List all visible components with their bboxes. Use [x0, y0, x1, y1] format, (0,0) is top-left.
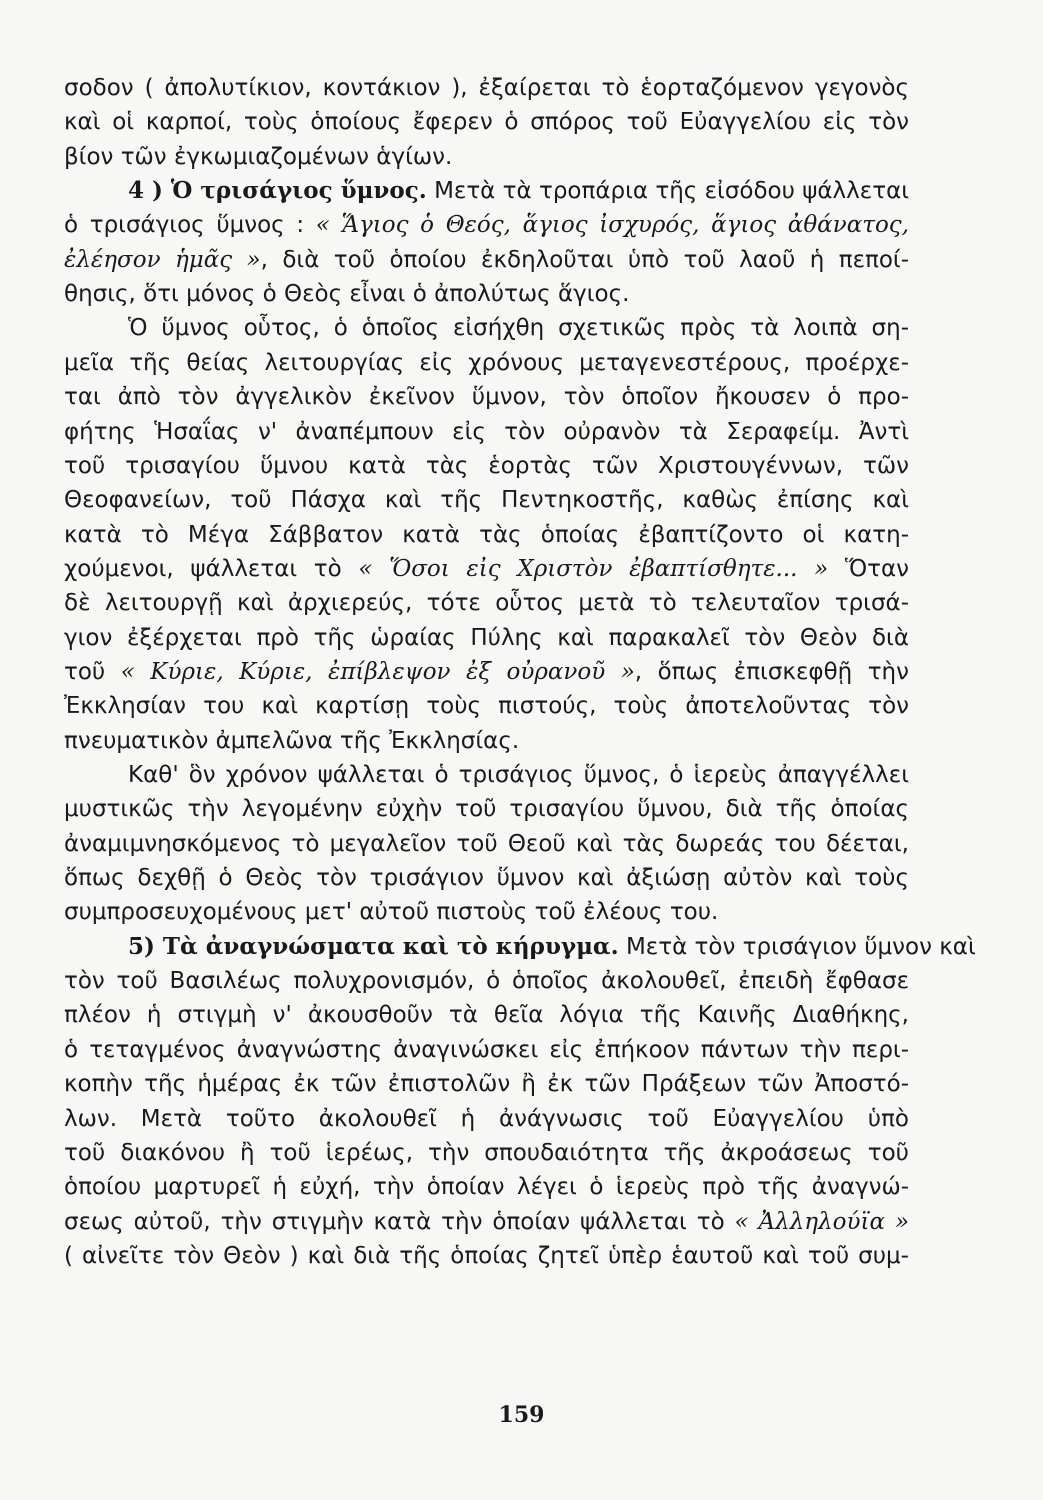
text-line [64, 243, 909, 277]
text-line [128, 311, 909, 345]
text-segment: κατὰ τὸ Μέγα Σάββατον κατὰ τὰς ὁποίας ἐβαπτίζοντο οἱ κατη- [64, 521, 909, 548]
text-segment: κοπὴν τῆς ἡμέρας ἐκ τῶν ἐπιστολῶν ἢ ἐκ τῶν Πράξεων τῶν Ἀποστό- [64, 1071, 909, 1098]
text-line [64, 1239, 909, 1273]
text-line [64, 449, 909, 483]
text-segment: ὅπως δεχθῇ ὁ Θεὸς τὸν τρισάγιον ὕμνον καὶ ἀξιώσῃ αὐτὸν καὶ τοὺς [64, 865, 909, 892]
text-segment: ἀναμιμνησκόμενος τὸ μεγαλεῖον τοῦ Θεοῦ καὶ τὰς δωρεάς του δέεται, [64, 830, 909, 857]
text-line [64, 586, 909, 620]
text-segment: μυστικῶς τὴν λεγομένην εὐχὴν τοῦ τρισαγίου ὕμνου, διὰ τῆς ὁποίας [64, 796, 909, 823]
text-segment: χούμενοι, ψάλλεται τὸ [64, 555, 359, 582]
text-line [64, 827, 909, 861]
text-segment: Καθ' ὃν χρόνον ψάλλεται ὁ τρισάγιος ὕμνος, ὁ ἱερεὺς ἀπαγγέλλει [128, 762, 909, 788]
text-segment: θησις, ὅτι μόνος ὁ Θεὸς εἶναι ὁ ἀπολύτως ἅγιος. [64, 281, 630, 308]
text-line [64, 71, 909, 105]
text-line [64, 861, 909, 895]
text-segment: γιον ἐξέρχεται πρὸ τῆς ὡραίας Πύλης καὶ παρακαλεῖ τὸν Θεὸν διὰ [64, 624, 909, 651]
quoted-hymn-text: « Ἀλληλούϊα » [734, 1208, 909, 1235]
text-line [64, 552, 909, 586]
text-segment: τοῦ τρισαγίου ὕμνου κατὰ τὰς ἑορτὰς τῶν Χριστουγέννων, τῶν [64, 452, 909, 479]
text-segment: ὁ τεταγμένος ἀναγνώστης ἀναγινώσκει εἰς ἐπήκοον πάντων τὴν περι- [64, 1036, 909, 1063]
text-line [64, 518, 909, 552]
text-segment: Μετὰ τὰ τροπάρια τῆς εἰσόδου ψάλλεται [426, 178, 910, 205]
text-line [128, 930, 976, 964]
text-line [64, 415, 909, 449]
text-segment: πνευματικὸν ἀμπελῶνα τῆς Ἐκκλησίας. [64, 727, 520, 754]
text-segment: πλέον ἡ στιγμὴ ν' ἀκουσθοῦν τὰ θεῖα λόγια τῆς Καινῆς Διαθήκης, [64, 1002, 909, 1029]
text-segment: καὶ οἱ καρποί, τοὺς ὁποίους ἔφερεν ὁ σπόρος τοῦ Εὐαγγελίου εἰς τὸν [64, 109, 909, 136]
text-segment: σεως αὐτοῦ, τὴν στιγμὴν κατὰ τὴν ὁποίαν ψάλλεται τὸ [64, 1208, 735, 1235]
quoted-hymn-text: ἐλέησον ἡμᾶς » [64, 246, 261, 273]
text-line [64, 1033, 909, 1067]
text-line [64, 998, 909, 1032]
text-line [64, 1170, 909, 1204]
text-segment: τοῦ διακόνου ἢ τοῦ ἱερέως, τὴν σπουδαιότητα τῆς ἀκροάσεως τοῦ [64, 1139, 909, 1166]
text-segment: μεῖα τῆς θείας λειτουργίας εἰς χρόνους μεταγενεστέρους, προέρχε- [64, 349, 909, 376]
text-segment: , διὰ τοῦ ὁποίου ἐκδηλοῦται ὑπὸ τοῦ λαοῦ ἡ πεποί- [260, 246, 909, 273]
text-line [64, 1102, 909, 1136]
text-segment: ὁ τρισάγιος ὕμνος : [64, 212, 316, 239]
quoted-hymn-text: « Κύριε, Κύριε, ἐπίβλεψον ἐξ οὐρανοῦ » [120, 658, 635, 685]
text-line [64, 277, 909, 311]
text-line [64, 346, 909, 380]
text-line [64, 1205, 909, 1239]
text-line [128, 758, 909, 792]
text-line [64, 208, 909, 242]
section-heading: 5) Τὰ ἀναγνώσματα καὶ τὸ κήρυγμα. [128, 932, 619, 960]
text-line [64, 792, 909, 826]
text-segment: βίον τῶν ἐγκωμιαζομένων ἁγίων. [64, 143, 453, 170]
text-line [64, 140, 909, 174]
text-line [64, 621, 909, 655]
text-segment: Θεοφανείων, τοῦ Πάσχα καὶ τῆς Πεντηκοστῆς, καθὼς ἐπίσης καὶ [64, 487, 909, 514]
text-line [64, 380, 909, 414]
text-segment: σοδον ( ἀπολυτίκιον, κοντάκιον ), ἐξαίρεται τὸ ἑορταζόμενον γεγονὸς [64, 75, 909, 101]
text-line [64, 964, 909, 998]
text-line [64, 105, 909, 139]
text-segment: τὸν τοῦ Βασιλέως πολυχρονισμόν, ὁ ὁποῖος ἀκολουθεῖ, ἐπειδὴ ἔφθασε [64, 968, 909, 995]
text-segment: φήτης Ἡσαΐας ν' ἀναπέμπουν εἰς τὸν οὐρανὸν τὰ Σεραφείμ. Ἀντὶ [64, 418, 909, 445]
text-segment: συμπροσευχομένους μετ' αὐτοῦ πιστοὺς τοῦ ἐλέους του. [64, 899, 719, 926]
quoted-hymn-text: « Ἅγιος ὁ Θεός, ἅγιος ἰσχυρός, ἅγιος ἀθάνατος, [315, 212, 909, 239]
text-line [64, 655, 909, 689]
text-line [128, 174, 909, 208]
text-line [64, 1136, 909, 1170]
text-line [64, 895, 909, 929]
text-segment: Ὅταν [828, 555, 909, 582]
text-segment: δὲ λειτουργῇ καὶ ἀρχιερεύς, τότε οὗτος μετὰ τὸ τελευταῖον τρισά- [64, 590, 909, 617]
text-line [64, 724, 909, 758]
text-line [64, 689, 909, 723]
text-line [64, 483, 909, 517]
section-heading: 4 ) Ὁ τρισάγιος ὕμνος. [128, 177, 427, 205]
text-segment: τοῦ [64, 658, 121, 685]
quoted-hymn-text: « Ὅσοι εἰς Χριστὸν ἐβαπτίσθητε... » [358, 555, 829, 582]
text-segment: λων. Μετὰ τοῦτο ἀκολουθεῖ ἡ ἀνάγνωσις τοῦ Εὐαγγελίου ὑπὸ [64, 1105, 909, 1132]
text-segment: Ἐκκλησίαν του καὶ καρτίσῃ τοὺς πιστούς, τοὺς ἀποτελοῦντας τὸν [64, 693, 909, 720]
text-segment: Ὁ ὕμνος οὗτος, ὁ ὁποῖος εἰσήχθη σχετικῶς πρὸς τὰ λοιπὰ ση- [128, 315, 909, 342]
text-segment: ὁποίου μαρτυρεῖ ἡ εὐχή, τὴν ὁποίαν λέγει ὁ ἱερεὺς πρὸ τῆς ἀναγνώ- [64, 1174, 909, 1201]
text-segment: , ὅπως ἐπισκεφθῇ τὴν [634, 658, 909, 685]
page-number: 159 [498, 1402, 545, 1428]
text-segment: ( αἰνεῖτε τὸν Θεὸν ) καὶ διὰ τῆς ὁποίας ζητεῖ ὑπὲρ ἑαυτοῦ καὶ τοῦ συμ- [64, 1242, 909, 1269]
text-segment: Μετὰ τὸν τρισάγιον ὕμνον καὶ [618, 933, 976, 960]
text-line [64, 1067, 909, 1101]
text-segment: ται ἀπὸ τὸν ἀγγελικὸν ἐκεῖνον ὕμνον, τὸν ὁποῖον ἤκουσεν ὁ προ- [64, 384, 909, 411]
